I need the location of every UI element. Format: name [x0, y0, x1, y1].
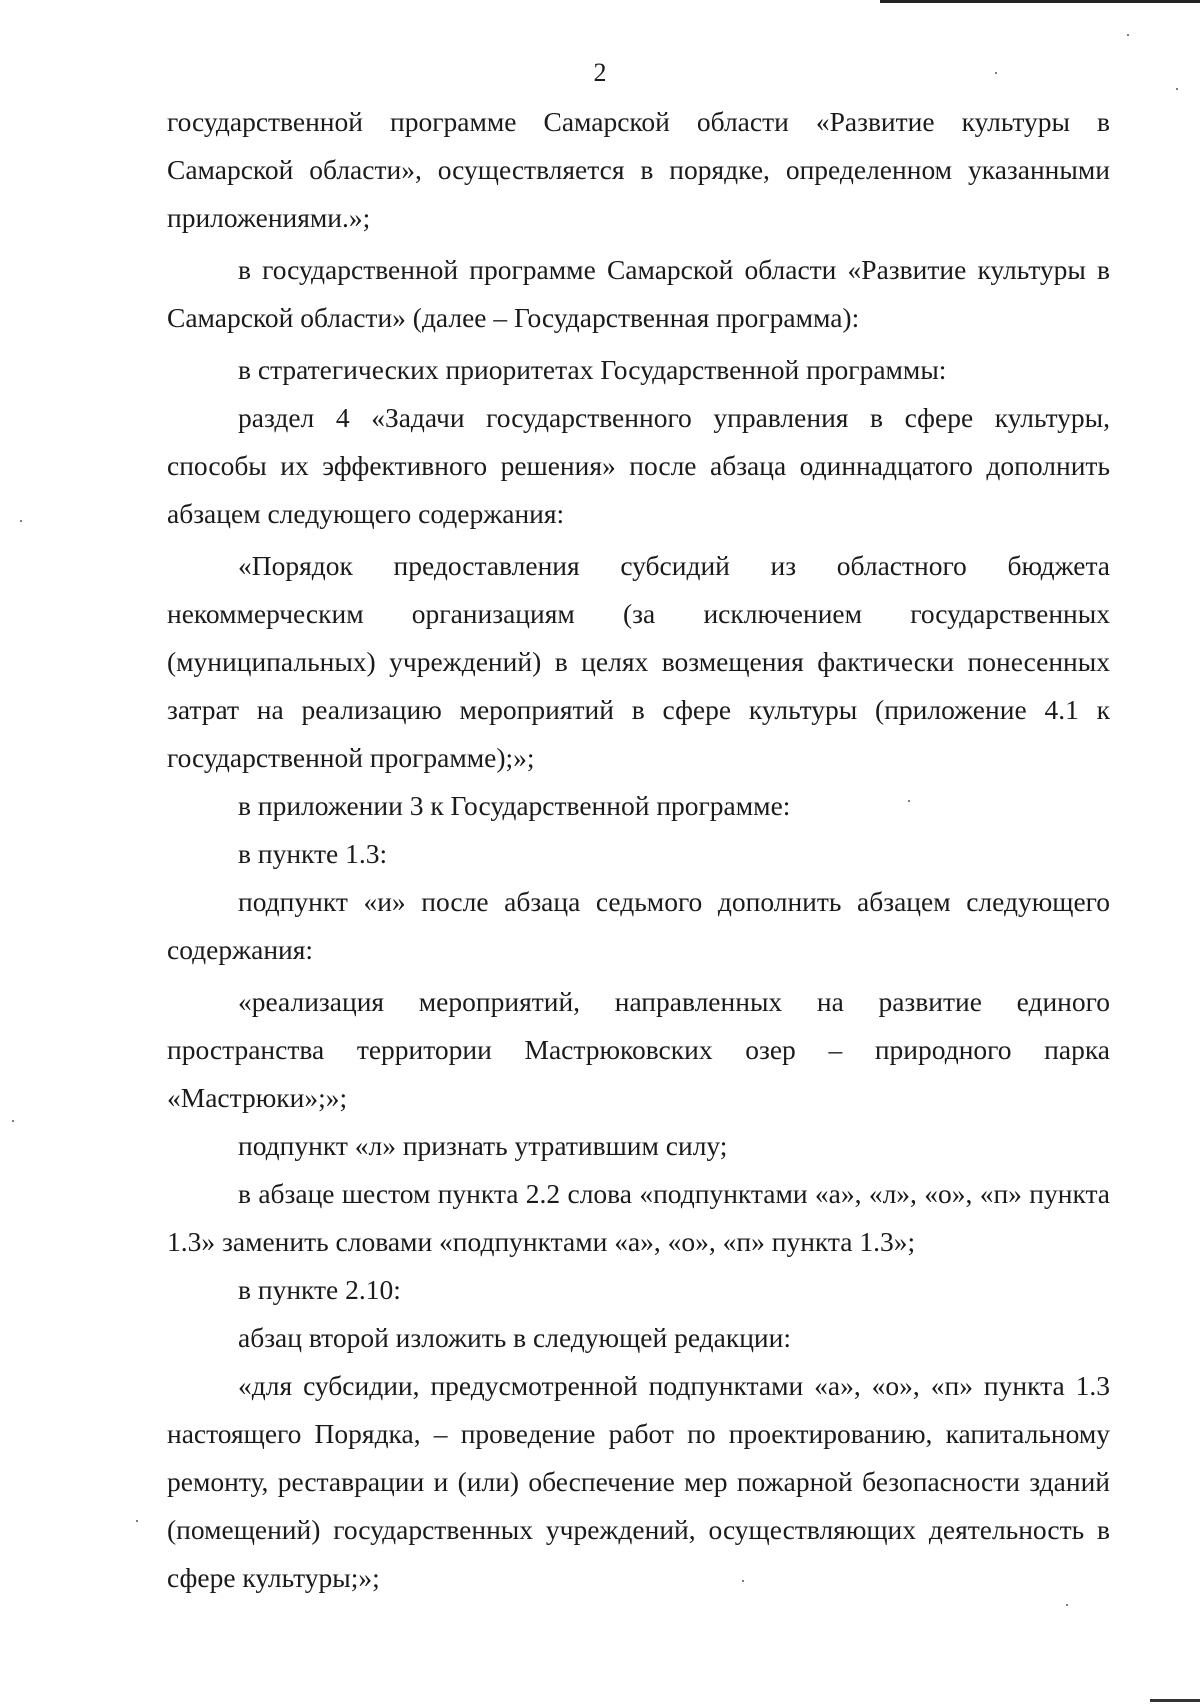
scan-speck: [20, 520, 22, 522]
paragraph: в абзаце шестом пункта 2.2 слова «подпунктами «а», «л», «о», «п» пункта 1.3» заменить словами «подпунктами «а», «о», «п» пункта 1.3»;: [167, 1178, 1110, 1257]
scan-speck: [1066, 1604, 1068, 1606]
scan-speck: [12, 1120, 14, 1122]
scan-speck: [1127, 34, 1129, 36]
paragraph: в приложении 3 к Государственной программе:: [238, 790, 791, 821]
paragraph: «реализация мероприятий, направленных на развитие единого пространства территории Мастрюковских озер – природного парка «Мастрюки»;»;: [167, 986, 1110, 1113]
paragraph: в стратегических приоритетах Государственной программы:: [238, 354, 947, 385]
scan-speck: [908, 800, 910, 802]
paragraph: абзац второй изложить в следующей редакции:: [238, 1322, 792, 1353]
bottom-border-line: [1150, 1699, 1200, 1702]
paragraph: в государственной программе Самарской области «Развитие культуры в Самарской области» (далее – Государственная программа):: [167, 254, 1110, 333]
scan-speck: [742, 1580, 744, 1582]
paragraph: государственной программе Самарской области «Развитие культуры в Самарской области», осуществляется в порядке, определенном указанными приложениями.»;: [167, 106, 1110, 233]
paragraph: «Порядок предоставления субсидий из областного бюджета некоммерческим организациям (за исключением государственных (муниципальных) учреждений) в целях возмещения фактически понесенных затрат на реализацию мероприятий в сфере культуры (приложение 4.1 к государственной программе);»;: [167, 550, 1110, 773]
document-body: [167, 98, 1110, 1602]
paragraph: раздел 4 «Задачи государственного управления в сфере культуры, способы их эффективного решения» после абзаца одиннадцатого дополнить абзацем следующего содержания:: [167, 402, 1110, 529]
scan-speck: [995, 72, 997, 74]
scan-speck: [1176, 88, 1178, 90]
paragraph: подпункт «и» после абзаца седьмого дополнить абзацем следующего содержания:: [167, 886, 1110, 965]
paragraph: в пункте 1.3:: [238, 838, 388, 869]
paragraph: подпункт «л» признать утратившим силу;: [238, 1130, 728, 1161]
page-number: 2: [593, 58, 607, 87]
paragraph: «для субсидии, предусмотренной подпунктами «а», «о», «п» пункта 1.3 настоящего Порядка, – проведение работ по проектированию, капитальному ремонту, реставрации и (или) обеспечение мер пожарной безопасности зданий (помещений) государственных учреждений, осуществляющих деятельность в сфере культуры;»;: [167, 1370, 1110, 1593]
top-border-line: [880, 0, 1200, 3]
paragraph: в пункте 2.10:: [238, 1274, 401, 1305]
scan-speck: [136, 1520, 138, 1522]
